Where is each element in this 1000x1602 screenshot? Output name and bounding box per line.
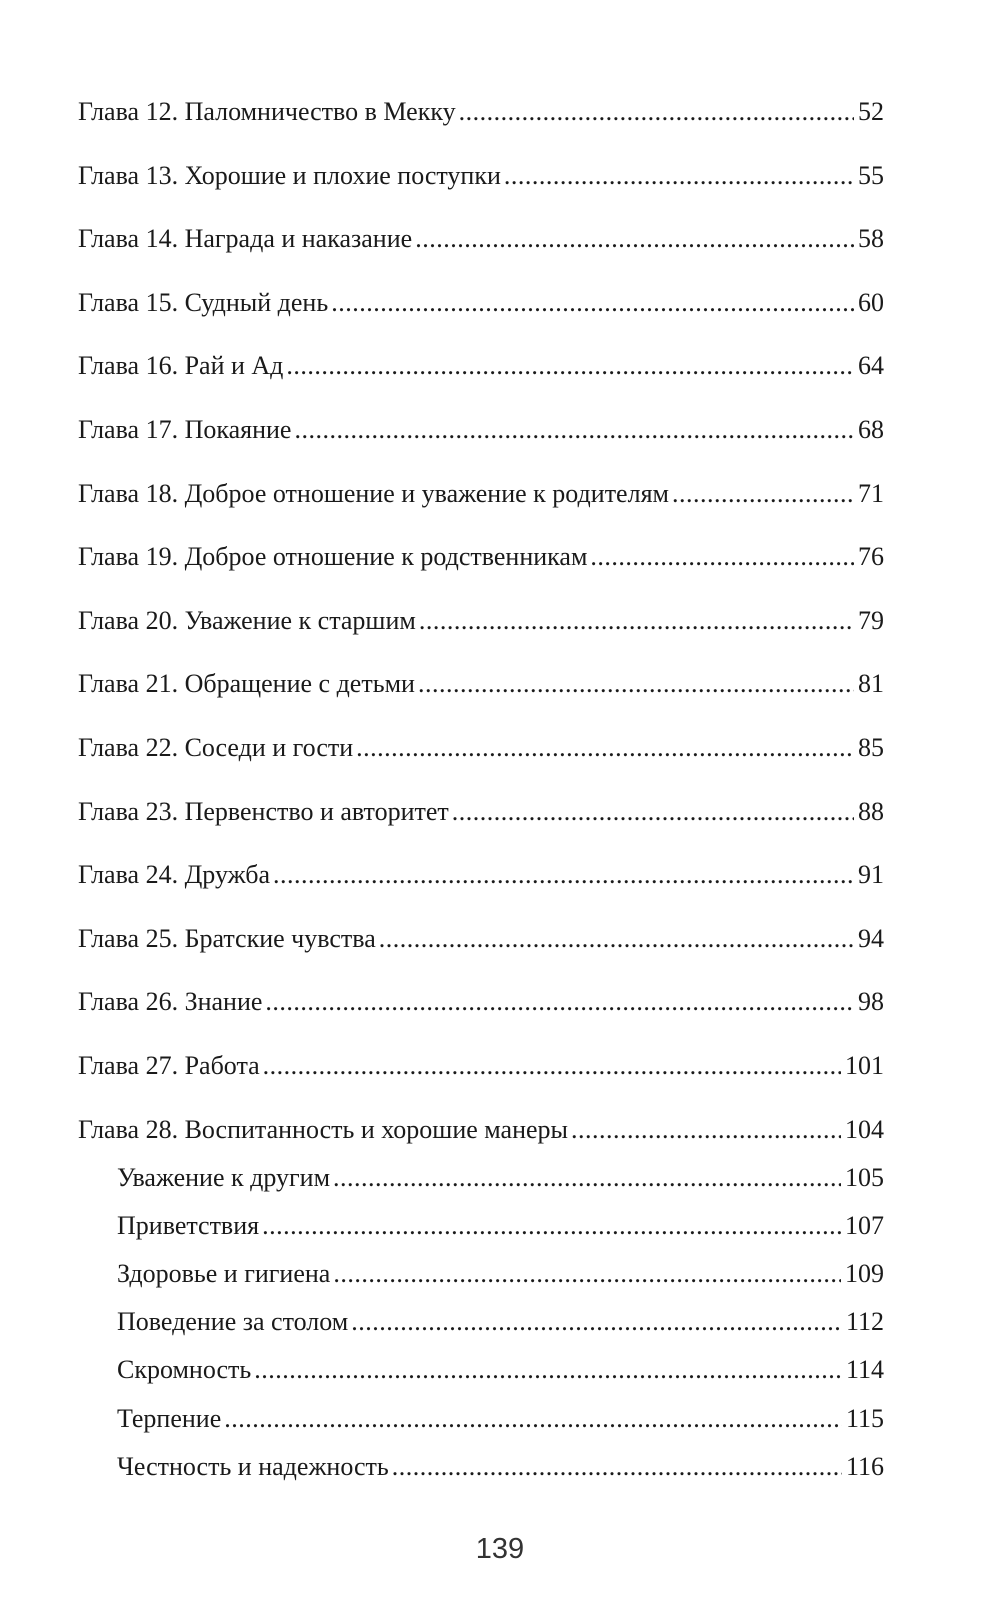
dot-leader [333, 1258, 841, 1290]
dot-leader [672, 478, 854, 510]
dot-leader [379, 923, 854, 955]
toc-entry-title: Глава 21. Обращение с детьми [78, 669, 415, 699]
toc-entry-title: Уважение к другим [117, 1162, 331, 1192]
toc-entry-chapter-28[interactable] [78, 1114, 884, 1162]
toc-entry-page: 94 [858, 923, 884, 953]
toc-entry-title: Глава 15. Судный день [78, 287, 329, 317]
toc-subentry-patience[interactable] [78, 1403, 884, 1451]
toc-entry-title: Глава 20. Уважение к старшим [78, 605, 416, 635]
toc-entry-chapter-17[interactable] [78, 414, 884, 478]
toc-entry-title: Поведение за столом [117, 1307, 349, 1337]
toc-entry-page: 71 [858, 478, 884, 508]
dot-leader [459, 96, 854, 128]
toc-entry-chapter-21[interactable] [78, 668, 884, 732]
toc-entry-chapter-24[interactable] [78, 859, 884, 923]
toc-entry-title: Глава 24. Дружба [78, 860, 271, 890]
toc-subentry-table-manners[interactable] [78, 1306, 884, 1354]
toc-entry-page: 81 [858, 669, 884, 699]
dot-leader [254, 1354, 842, 1386]
dot-leader [418, 668, 854, 700]
toc-entry-page: 107 [845, 1210, 884, 1240]
toc-entry-chapter-20[interactable] [78, 605, 884, 669]
toc-entry-page: 101 [845, 1050, 884, 1080]
dot-leader [273, 859, 854, 891]
toc-entry-page: 76 [858, 542, 884, 572]
toc-entry-chapter-22[interactable] [78, 732, 884, 796]
toc-entry-title: Честность и надежность [117, 1451, 389, 1481]
toc-entry-chapter-15[interactable] [78, 287, 884, 351]
dot-leader [452, 796, 854, 828]
toc-entry-chapter-26[interactable] [78, 986, 884, 1050]
toc-entry-page: 52 [858, 97, 884, 126]
dot-leader [294, 414, 854, 446]
toc-entry-page: 58 [858, 224, 884, 254]
toc-entry-page: 85 [858, 732, 884, 762]
toc-entry-chapter-16[interactable] [78, 350, 884, 414]
toc-entry-page: 98 [858, 987, 884, 1017]
toc-entry-title: Глава 28. Воспитанность и хорошие манеры [78, 1114, 569, 1144]
toc-entry-chapter-18[interactable] [78, 478, 884, 542]
dot-leader [351, 1306, 842, 1338]
toc-subentry-honesty[interactable] [78, 1451, 884, 1499]
toc-entry-title: Глава 14. Награда и наказание [78, 224, 413, 254]
dot-leader [571, 1114, 841, 1146]
dot-leader [415, 223, 854, 255]
dot-leader [504, 160, 854, 192]
toc-subentry-health-hygiene[interactable] [78, 1258, 884, 1306]
toc-entry-title: Глава 12. Паломничество в Мекку [78, 97, 456, 126]
toc-entry-title: Глава 19. Доброе отношение к родственникам [78, 542, 588, 572]
toc-subentry-greetings[interactable] [78, 1210, 884, 1258]
page-number: 139 [475, 1533, 525, 1565]
toc-entry-title: Здоровье и гигиена [117, 1259, 331, 1289]
toc-entry-page: 79 [858, 605, 884, 635]
toc-entry-title: Скромность [117, 1355, 252, 1385]
dot-leader [263, 1050, 841, 1082]
toc-entry-page: 88 [858, 796, 884, 826]
toc-entry-title: Терпение [117, 1403, 222, 1433]
dot-leader [262, 1210, 841, 1242]
toc-subentry-respect[interactable] [78, 1162, 884, 1210]
toc-entry-page: 55 [858, 160, 884, 190]
dot-leader [419, 605, 854, 637]
toc-entry-title: Глава 23. Первенство и авторитет [78, 796, 449, 826]
toc-entry-title: Глава 13. Хорошие и плохие поступки [78, 160, 501, 190]
toc-entry-chapter-14[interactable] [78, 223, 884, 287]
toc-entry-title: Глава 18. Доброе отношение и уважение к родителям [78, 478, 669, 508]
toc-entry-title: Глава 25. Братские чувства [78, 923, 376, 953]
toc-entry-page: 115 [845, 1403, 884, 1433]
toc-entry-page: 68 [858, 414, 884, 444]
toc-entry-title: Глава 26. Знание [78, 987, 263, 1017]
dot-leader [333, 1162, 841, 1194]
toc-entry-title: Глава 22. Соседи и гости [78, 732, 354, 762]
toc-entry-page: 91 [858, 860, 884, 890]
toc-entry-page: 105 [845, 1162, 884, 1192]
toc-entry-page: 109 [845, 1259, 884, 1289]
toc-entry-page: 104 [845, 1114, 884, 1144]
dot-leader [286, 350, 854, 382]
toc-entry-chapter-13[interactable] [78, 160, 884, 224]
toc-entry-title: Приветствия [117, 1210, 260, 1240]
dot-leader [224, 1403, 842, 1435]
dot-leader [356, 732, 854, 764]
toc-entry-chapter-23[interactable] [78, 796, 884, 860]
toc-entry-page: 60 [858, 287, 884, 317]
toc-entry-chapter-19[interactable] [78, 541, 884, 605]
toc-entry-chapter-27[interactable] [78, 1050, 884, 1114]
table-of-contents [78, 96, 884, 1499]
dot-leader [590, 541, 854, 573]
toc-subentry-modesty[interactable] [78, 1354, 884, 1402]
dot-leader [265, 986, 854, 1018]
toc-entry-title: Глава 17. Покаяние [78, 414, 292, 444]
toc-entry-page: 114 [845, 1355, 884, 1385]
toc-entry-title: Глава 16. Рай и Ад [78, 351, 284, 381]
toc-entry-page: 112 [845, 1307, 884, 1337]
dot-leader [331, 287, 854, 319]
toc-entry-page: 64 [858, 351, 884, 381]
toc-entry-page: 116 [845, 1451, 884, 1481]
toc-entry-chapter-25[interactable] [78, 923, 884, 987]
toc-entry-chapter-12[interactable] [78, 96, 884, 160]
toc-entry-title: Глава 27. Работа [78, 1050, 260, 1080]
dot-leader [392, 1451, 842, 1483]
